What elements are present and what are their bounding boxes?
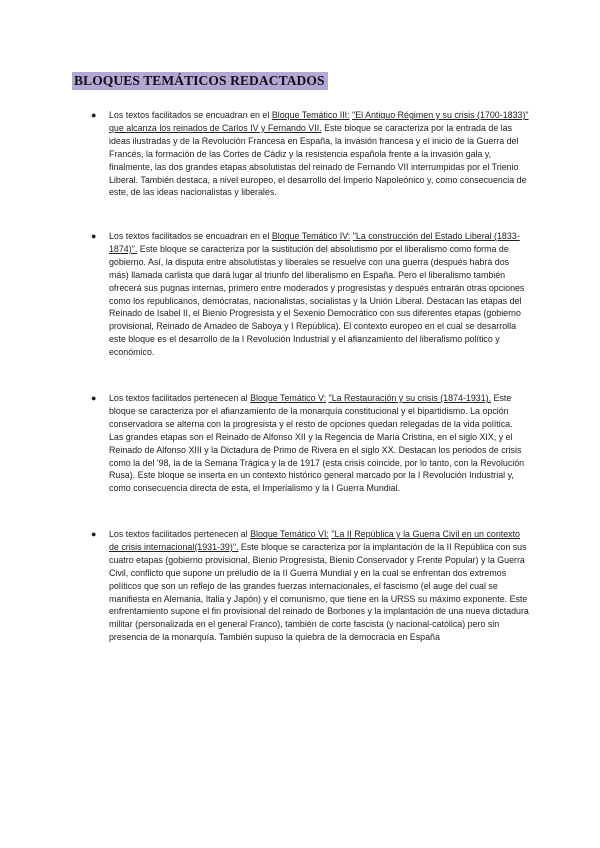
paragraph-body: Este bloque se caracteriza por el afianzamiento de la monarquía constitucional y el bipartidismo. La opción conservadora se alterna con la progresista y el resto de opciones quedan relegadas de la vida política. Las grandes etapas son el Reinado de Alfonso XII y la Regencia de María Cristina, en el siglo XIX, y el Reinado de Alfonso XIII y la Dictadura de Primo de Rivera en el siglo XX. Destacan los periodos de crisis como la del '98, la de la Semana Trágica y la de 1917 (esta crisis coincide, por lo tanto, con la Revolución Rusa). Este bloque se inserta en un contexto histórico general marcado por la I Revolución Industrial y, como consecuencia directa de esta, el Imperialismo y la I Guerra Mundial.	[109, 393, 525, 494]
page-title: BLOQUES TEMÁTICOS REDACTADOS	[72, 72, 328, 90]
paragraph-bloque-iii	[91, 109, 529, 199]
paragraph-body: Este bloque se caracteriza por la entrada de las ideas ilustradas y de la Revolución Francesa en España, la invasión francesa y el inicio de la Guerra del Francés, la formación de las Cortes de Cádiz y la resistencia española frente a la invasión gala y, finalmente, las dos grandes etapas absolutistas del reinado de Fernando VII interrumpidas por el Trienio Liberal. También destaca, a nivel europeo, el desarrollo del Imperio Napoleónico y, como consecuencia de este, de las ideas nacionalistas y liberales.	[109, 122, 527, 198]
paragraph-intro: Los textos facilitados pertenecen al	[109, 529, 251, 539]
bloque-title-quote: "La II República y la Guerra Civil en un contexto de crisis internacional(1931-39)".	[109, 529, 520, 552]
paragraph-bloque-v	[91, 392, 529, 495]
bloque-title-quote: "La Restauración y su crisis (1874-1931).	[328, 393, 492, 403]
paragraph-body: Este bloque se caracteriza por la implantación de la II República con sus cuatro etapas (gobierno provisional, Bienio Progresista, Bienio Conservador y Frente Popular) y la Guerra Civil, conflicto que supone un preludio de la II Guerra Mundial y en la cual se enfrentan dos extremos políticos que son un reflejo de las grandes fuerzas internacionales, el fascismo (el auge del cual se manifiesta en Alemania, Italia y Japón) y el comunismo, que tiene en la URSS su máximo exponente. Este enfrentamiento supone el fin provisional del reinado de Borbones y la implantación de una nueva dictadura militar (personalizada en el general Franco), también de corte fascista (y nacional-católica) pero sin presencia de la monarquía. También supuso la quiebra de la democracia en España	[109, 541, 529, 643]
paragraph-body: Este bloque se caracteriza por la sustitución del absolutismo por el liberalismo como forma de gobierno. Así, la disputa entre absolutistas y liberales se resuelve con una guerra (después habrá dos más) llamada carlista que dará lugar al triunfo del liberalismo en España. Pero el liberalismo también ofrecerá sus pugnas internas, primero entre moderados y progresistas y después entrarán otras opciones como los republicanos, demócratas, nacionalistas, socialistas y la Unión Liberal. Destacan las etapas del Reinado de Isabel II, el Bienio Progresista y el Sexenio Democrático con sus diferentes etapas (gobierno provisional, Reinado de Amadeo de Saboya y I República). El contexto europeo en el cual se desarrolla este bloque es el desarrollo de la I Revolución Industrial y el afianzamiento del liberalismo político y económico.	[109, 243, 525, 358]
paragraph-intro: Los textos facilitados se encuadran en el	[109, 231, 272, 241]
paragraph-intro: Los textos facilitados pertenecen al	[109, 393, 251, 403]
paragraph-intro: Los textos facilitados se encuadran en el	[109, 110, 272, 120]
bloque-link: Bloque Temático IV:	[271, 231, 351, 241]
bullet-icon: ●	[91, 393, 97, 403]
bullet-icon: ●	[91, 231, 97, 241]
paragraph-bloque-iv	[91, 230, 529, 359]
bullet-icon: ●	[91, 110, 97, 120]
bloque-link: Bloque Temático VI:	[250, 529, 329, 539]
bloque-title-quote: "La construcción del Estado Liberal (1833-1874)".	[109, 231, 520, 254]
paragraph-bloque-vi	[91, 528, 529, 644]
bullet-icon: ●	[91, 529, 97, 539]
bloque-link: Bloque Temático III:	[271, 110, 350, 120]
bloque-link: Bloque Temático V:	[250, 393, 327, 403]
bloque-title-quote: "El Antiguo Régimen y su crisis (1700-1833)" que alcanza los reinados de Carlos IV y Fernando VII.	[109, 110, 529, 133]
